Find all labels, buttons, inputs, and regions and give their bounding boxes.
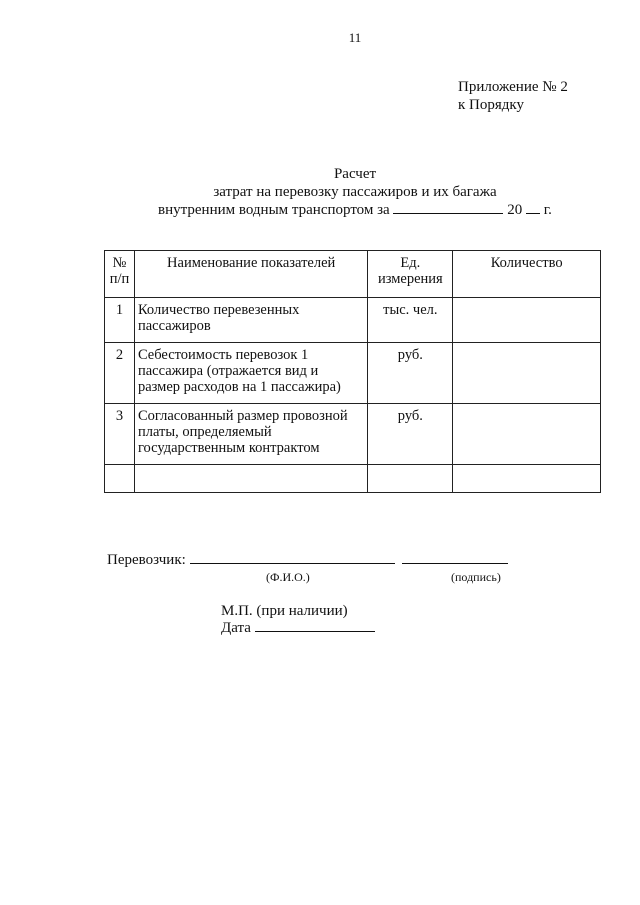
- header-qty: Количество: [453, 251, 601, 298]
- calculation-table: [104, 250, 601, 493]
- row-num: 1: [105, 298, 135, 343]
- appendix-line-2: к Порядку: [458, 97, 524, 113]
- header-unit: Ед. измерения: [368, 251, 453, 298]
- date-blank[interactable]: [255, 630, 375, 632]
- document-title: [0, 165, 640, 219]
- title-line-1: Расчет: [333, 166, 377, 182]
- header-name: Наименование показателей: [134, 251, 367, 298]
- appendix-reference: [458, 78, 568, 114]
- row-qty[interactable]: [453, 298, 601, 343]
- stamp-block: [221, 603, 375, 637]
- empty-cell[interactable]: [134, 465, 367, 493]
- carrier-label: Перевозчик:: [107, 552, 186, 568]
- period-blank[interactable]: [393, 212, 503, 214]
- carrier-line: [107, 552, 508, 569]
- title-line-2: затрат на перевозку пассажиров и их багажа: [213, 184, 497, 200]
- row-name: Согласованный размер провозной платы, определяемый государственным контрактом: [134, 404, 367, 465]
- table-row-empty: [105, 465, 601, 493]
- date-label: Дата: [221, 620, 251, 636]
- row-unit: тыс. чел.: [368, 298, 453, 343]
- row-num: 3: [105, 404, 135, 465]
- title-line-3: [0, 201, 640, 219]
- page-number: 11: [348, 30, 362, 45]
- empty-cell[interactable]: [105, 465, 135, 493]
- signature-caption: (подпись): [451, 570, 501, 584]
- empty-cell[interactable]: [368, 465, 453, 493]
- signature-blank[interactable]: [402, 562, 508, 564]
- row-name: Количество перевезенных пассажиров: [134, 298, 367, 343]
- fio-blank[interactable]: [190, 562, 395, 564]
- title-period-prefix: внутренним водным транспортом за: [158, 202, 390, 218]
- row-unit: руб.: [368, 343, 453, 404]
- row-name: Себестоимость перевозок 1 пассажира (отражается вид и размер расходов на 1 пассажира): [134, 343, 367, 404]
- table-row: [105, 343, 601, 404]
- row-unit: руб.: [368, 404, 453, 465]
- fio-caption: (Ф.И.О.): [266, 570, 310, 584]
- row-qty[interactable]: [453, 343, 601, 404]
- row-qty[interactable]: [453, 404, 601, 465]
- appendix-line-1: Приложение № 2: [458, 79, 568, 95]
- title-year: 20: [507, 202, 523, 218]
- stamp-label: М.П. (при наличии): [221, 603, 348, 619]
- header-num: № п/п: [105, 251, 135, 298]
- date-line: [221, 620, 375, 637]
- table-row: [105, 298, 601, 343]
- empty-cell[interactable]: [453, 465, 601, 493]
- year-blank[interactable]: [526, 212, 540, 214]
- title-year-suffix: г.: [543, 202, 552, 218]
- table-row: [105, 404, 601, 465]
- row-num: 2: [105, 343, 135, 404]
- table-header-row: [105, 251, 601, 298]
